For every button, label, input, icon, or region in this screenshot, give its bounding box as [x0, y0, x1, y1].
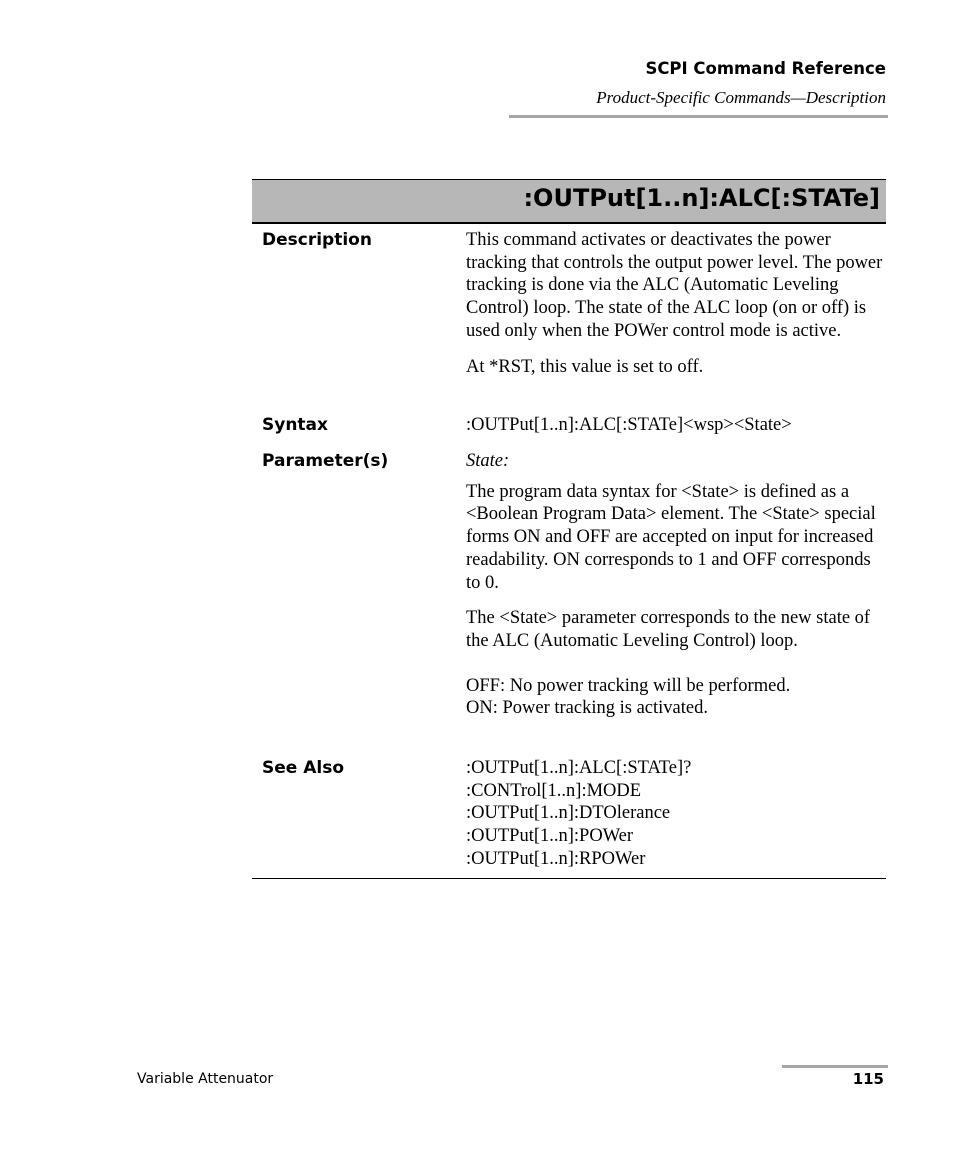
- state-on-line: ON: Power tracking is activated.: [466, 698, 708, 719]
- parameters-body: [466, 450, 886, 720]
- syntax-value: :OUTPut[1..n]:ALC[:STATe]<wsp><State>: [466, 415, 792, 435]
- see-also-item: :OUTPut[1..n]:DTOlerance: [466, 803, 671, 824]
- see-also-list: [466, 757, 886, 871]
- table-bottom-rule: [252, 878, 886, 879]
- running-header-subtitle: Product-Specific Commands—Description: [596, 88, 886, 107]
- description-paragraph: At *RST, this value is set to off.: [466, 356, 704, 377]
- syntax-label: Syntax: [262, 415, 328, 435]
- syntax-body: [466, 414, 886, 437]
- description-paragraph: This command activates or deactivates the power tracking that controls the output power level. The power tracking is done via the ALC (Automatic Leveling Control) loop. The state of the ALC loop (on or off) is used only when the POWer control mode is active.: [466, 230, 883, 341]
- page-number: 115: [852, 1070, 884, 1088]
- description-label: Description: [262, 230, 372, 250]
- footer-divider: [782, 1065, 888, 1068]
- command-title-bar: [252, 179, 886, 224]
- see-also-label: See Also: [262, 758, 345, 778]
- parameters-label: Parameter(s): [262, 451, 389, 471]
- state-off-line: OFF: No power tracking will be performed.: [466, 675, 791, 696]
- description-body: [466, 229, 886, 378]
- parameter-name: State:: [466, 451, 510, 471]
- parameter-paragraph: The <State> parameter corresponds to the new state of the ALC (Automatic Leveling Control) loop.: [466, 608, 871, 651]
- running-header-title: SCPI Command Reference: [645, 59, 886, 78]
- command-title: :OUTPut[1..n]:ALC[:STATe]: [523, 184, 880, 212]
- see-also-item: :OUTPut[1..n]:RPOWer: [466, 848, 646, 869]
- parameter-paragraph: The program data syntax for <State> is defined as a <Boolean Program Data> element. The <State> special forms ON and OFF are accepted on input for increased readability. ON corresponds to 1 and OFF corresponds to 0.: [466, 481, 876, 593]
- footer-product-name: Variable Attenuator: [137, 1071, 274, 1087]
- header-divider: [509, 115, 888, 118]
- see-also-item: :CONTrol[1..n]:MODE: [466, 780, 642, 801]
- see-also-item: :OUTPut[1..n]:POWer: [466, 826, 634, 847]
- see-also-item: :OUTPut[1..n]:ALC[:STATe]?: [466, 758, 692, 778]
